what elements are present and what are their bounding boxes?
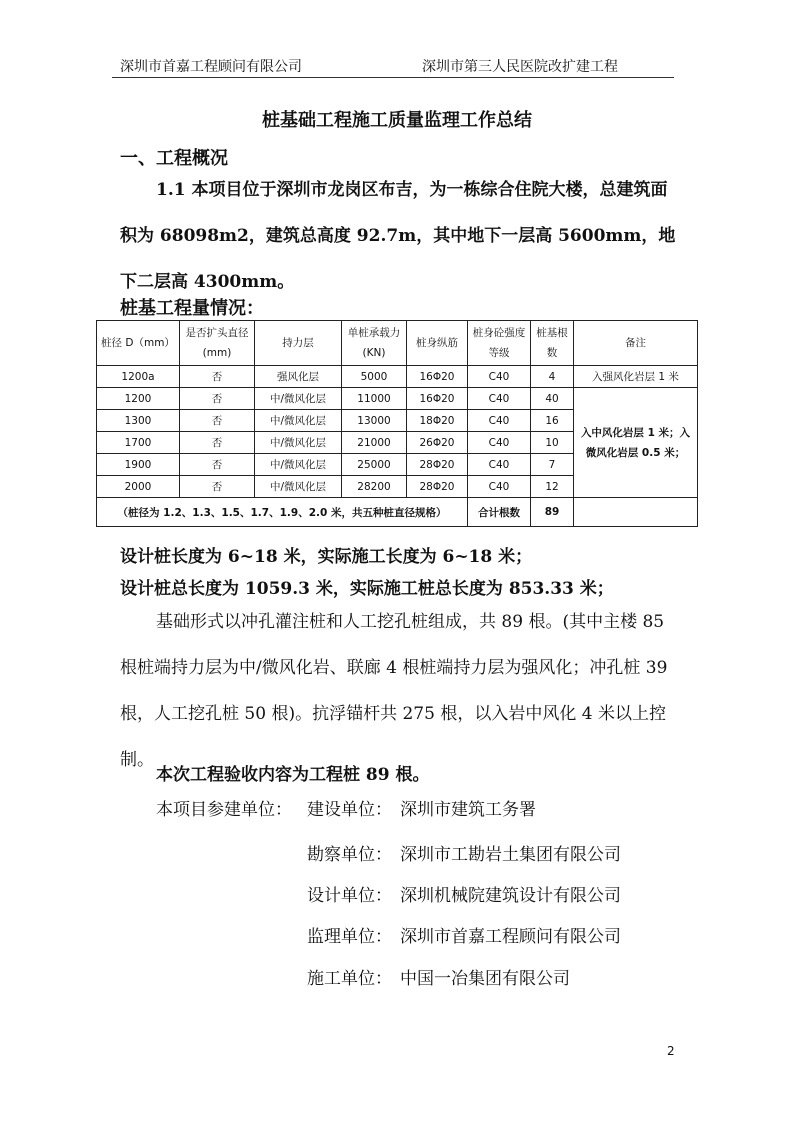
cell: 中/微风化层	[255, 432, 342, 454]
col-header: 持力层	[255, 321, 342, 366]
col-header: 桩基根数	[531, 321, 574, 366]
cell: 28200	[342, 476, 407, 498]
cell: 40	[531, 388, 574, 410]
cell: 中/微风化层	[255, 410, 342, 432]
cell: 强风化层	[255, 366, 342, 388]
unit-name: 深圳机械院建筑设计有限公司	[400, 886, 621, 906]
unit-name: 深圳市首嘉工程顾问有限公司	[400, 927, 621, 947]
header-company: 深圳市首嘉工程顾问有限公司	[120, 59, 302, 75]
unit-name: 深圳市工勘岩土集团有限公司	[400, 845, 621, 865]
cell: 12	[531, 476, 574, 498]
cell: 否	[180, 454, 255, 476]
cell: 1300	[97, 410, 180, 432]
cell: 1200a	[97, 366, 180, 388]
acceptance-line: 本次工程验收内容为工程桩 89 根。	[156, 765, 430, 785]
units-intro: 本项目参建单位：	[156, 800, 292, 820]
cell: 否	[180, 410, 255, 432]
col-header: 备注	[574, 321, 698, 366]
cell: 7	[531, 454, 574, 476]
unit-role: 建设单位：	[307, 800, 392, 820]
cell: C40	[468, 476, 531, 498]
cell: 16Φ20	[407, 366, 468, 388]
page-title: 桩基础工程施工质量监理工作总结	[262, 110, 532, 131]
cell: 中/微风化层	[255, 454, 342, 476]
table-footer-row	[97, 498, 698, 527]
design-total-line: 设计桩总长度为 1059.3 米，实际施工桩总长度为 853.33 米；	[120, 579, 614, 599]
col-header: 是否扩头直径(mm)	[180, 321, 255, 366]
empty-cell	[574, 498, 698, 527]
merged-note-cell: 入中风化岩层 1 米；入微风化岩层 0.5 米；	[574, 388, 698, 498]
table-row	[97, 366, 698, 388]
cell: C40	[468, 410, 531, 432]
col-header: 桩径 D（mm）	[97, 321, 180, 366]
cell: 4	[531, 366, 574, 388]
total-count-cell: 89	[531, 498, 574, 527]
cell: 16Φ20	[407, 388, 468, 410]
header-divider	[112, 77, 674, 78]
cell: 13000	[342, 410, 407, 432]
pile-table	[96, 320, 698, 527]
cell: 28Φ20	[407, 476, 468, 498]
pile-quantity-heading: 桩基工程量情况：	[120, 298, 264, 319]
unit-role: 监理单位：	[307, 927, 392, 947]
unit-name: 深圳市建筑工务署	[400, 800, 536, 820]
page-number: 2	[667, 1044, 675, 1058]
overview-paragraph: 1.1 本项目位于深圳市龙岗区布吉，为一栋综合住院大楼，总建筑面积为 68098m2，建筑总高度 92.7m，其中地下一层高 5600mm，地下二层高 4300mm。	[120, 180, 676, 292]
unit-name: 中国一冶集团有限公司	[400, 969, 570, 989]
total-label-cell: 合计根数	[468, 498, 531, 527]
cell: C40	[468, 432, 531, 454]
design-length-line: 设计桩长度为 6~18 米，实际施工长度为 6~18 米；	[120, 547, 533, 567]
cell: 1900	[97, 454, 180, 476]
cell: 入强风化岩层 1 米	[574, 366, 698, 388]
table-row	[97, 388, 698, 410]
header-project: 深圳市第三人民医院改扩建工程	[422, 59, 618, 75]
cell: 否	[180, 366, 255, 388]
cell: 11000	[342, 388, 407, 410]
unit-role: 施工单位：	[307, 969, 392, 989]
footer-note-cell: （桩径为 1.2、1.3、1.5、1.7、1.9、2.0 米，共五种桩直径规格）	[97, 498, 468, 527]
cell: 1700	[97, 432, 180, 454]
cell: 25000	[342, 454, 407, 476]
cell: 否	[180, 432, 255, 454]
cell: 5000	[342, 366, 407, 388]
col-header: 桩身砼强度等级	[468, 321, 531, 366]
col-header: 单桩承载力 (KN)	[342, 321, 407, 366]
unit-role: 设计单位：	[307, 886, 392, 906]
cell: 否	[180, 388, 255, 410]
cell: 否	[180, 476, 255, 498]
section-heading: 一、工程概况	[120, 148, 228, 169]
cell: 1200	[97, 388, 180, 410]
unit-role: 勘察单位：	[307, 845, 392, 865]
cell: C40	[468, 454, 531, 476]
cell: 28Φ20	[407, 454, 468, 476]
table-header-row	[97, 321, 698, 366]
cell: C40	[468, 388, 531, 410]
cell: 18Φ20	[407, 410, 468, 432]
cell: 中/微风化层	[255, 476, 342, 498]
cell: 21000	[342, 432, 407, 454]
cell: C40	[468, 366, 531, 388]
foundation-paragraph: 基础形式以冲孔灌注桩和人工挖孔桩组成，共 89 根。(其中主楼 85 根桩端持力层为中/微风化岩、联廊 4 根桩端持力层为强风化；冲孔桩 39 根，人工挖孔桩 50 根)。抗浮锚杆共 275 根，以入岩中风化 4 米以上控制。	[120, 612, 668, 770]
cell: 中/微风化层	[255, 388, 342, 410]
col-header: 桩身纵筋	[407, 321, 468, 366]
cell: 10	[531, 432, 574, 454]
cell: 2000	[97, 476, 180, 498]
cell: 16	[531, 410, 574, 432]
cell: 26Φ20	[407, 432, 468, 454]
